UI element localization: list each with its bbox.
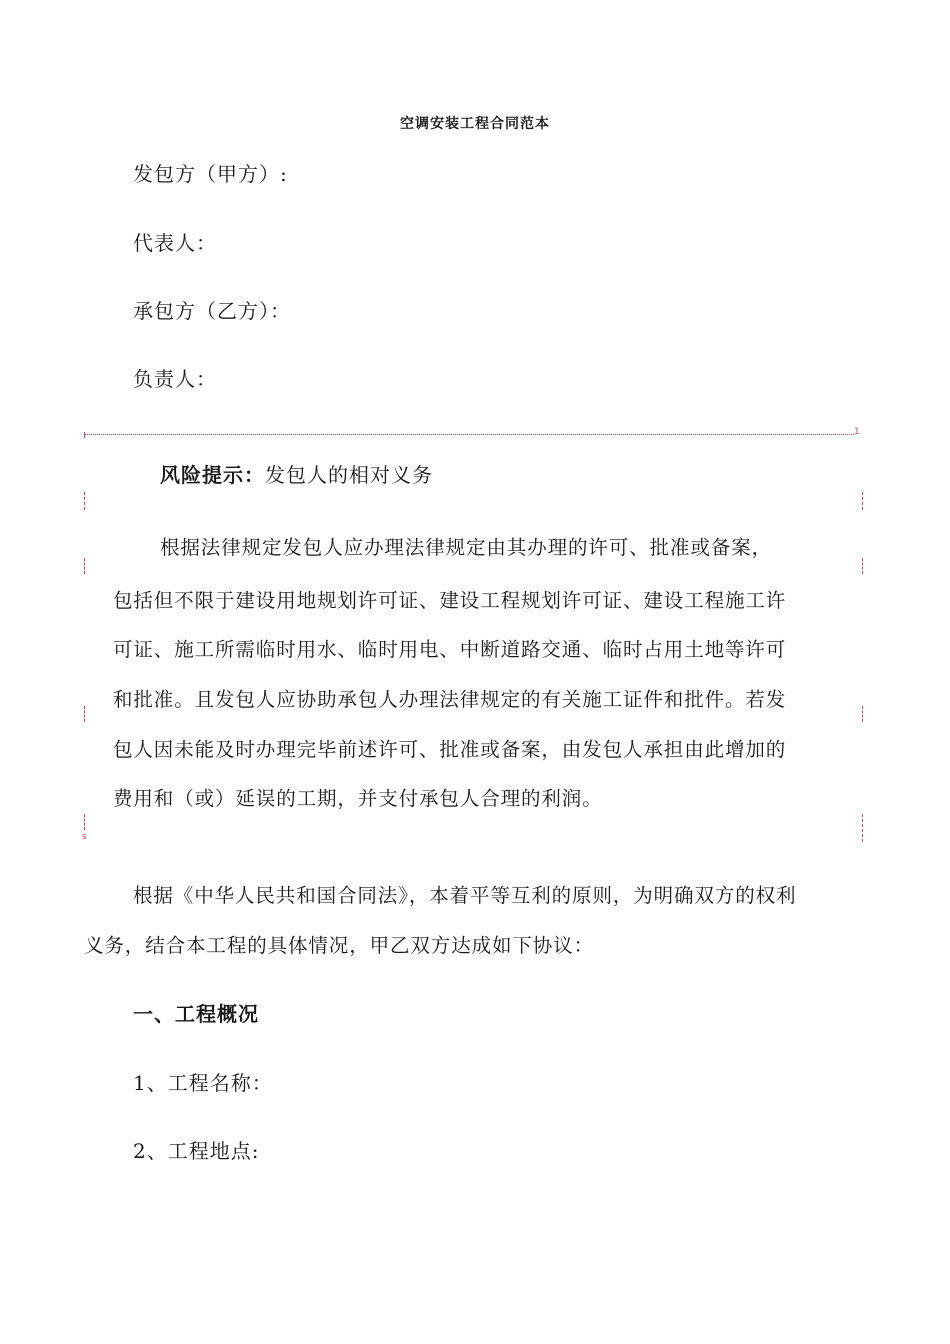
risk-line: 可证、施工所需临时用水、临时用电、中断道路交通、临时占用土地等许可 [113,638,787,661]
frame-tick [862,814,863,842]
responsible-field: 负责人： [133,367,217,391]
preamble-line: 根据《中华人民共和国合同法》，本着平等互利的原则，为明确双方的权利 [133,884,797,907]
frame-corner-tick [84,432,85,438]
representative-field: 代表人： [133,231,217,255]
project-location-field: 2、工程地点: [133,1139,260,1163]
risk-line: 包人因未能及时办理完毕前述许可、批准或备案，由发包人承担由此增加的 [113,738,787,761]
frame-tick [84,492,85,510]
employer-field: 发包方（甲方）: [133,162,288,186]
frame-tick [84,814,85,830]
risk-label: 风险提示： [160,463,265,487]
document-title: 空调安装工程合同范本 [400,116,550,132]
frame-tick [84,558,85,574]
risk-heading-text: 发包人的相对义务 [265,463,433,487]
frame-mark-top-right: 1 [854,427,860,437]
project-name-field: 1、工程名称： [133,1071,273,1095]
frame-tick [862,706,863,722]
frame-top-border [84,434,854,435]
risk-line: 费用和（或）延误的工期，并支付承包人合理的利润。 [113,787,603,810]
section-heading: 一、工程概况 [133,1002,259,1026]
risk-line: 根据法律规定发包人应办理法律规定由其办理的许可、批准或备案， [160,536,773,559]
frame-mark-bottom-left: s [82,832,87,842]
frame-tick [84,706,85,722]
contractor-field: 承包方（乙方）： [133,299,291,323]
preamble-line: 义务，结合本工程的具体情况，甲乙双方达成如下协议： [84,934,595,957]
frame-tick [862,492,863,510]
risk-line: 和批准。且发包人应协助承包人办理法律规定的有关施工证件和批件。若发 [113,688,787,711]
frame-tick [862,558,863,574]
risk-line: 包括但不限于建设用地规划许可证、建设工程规划许可证、建设工程施工许 [113,589,787,612]
risk-heading [160,459,433,488]
